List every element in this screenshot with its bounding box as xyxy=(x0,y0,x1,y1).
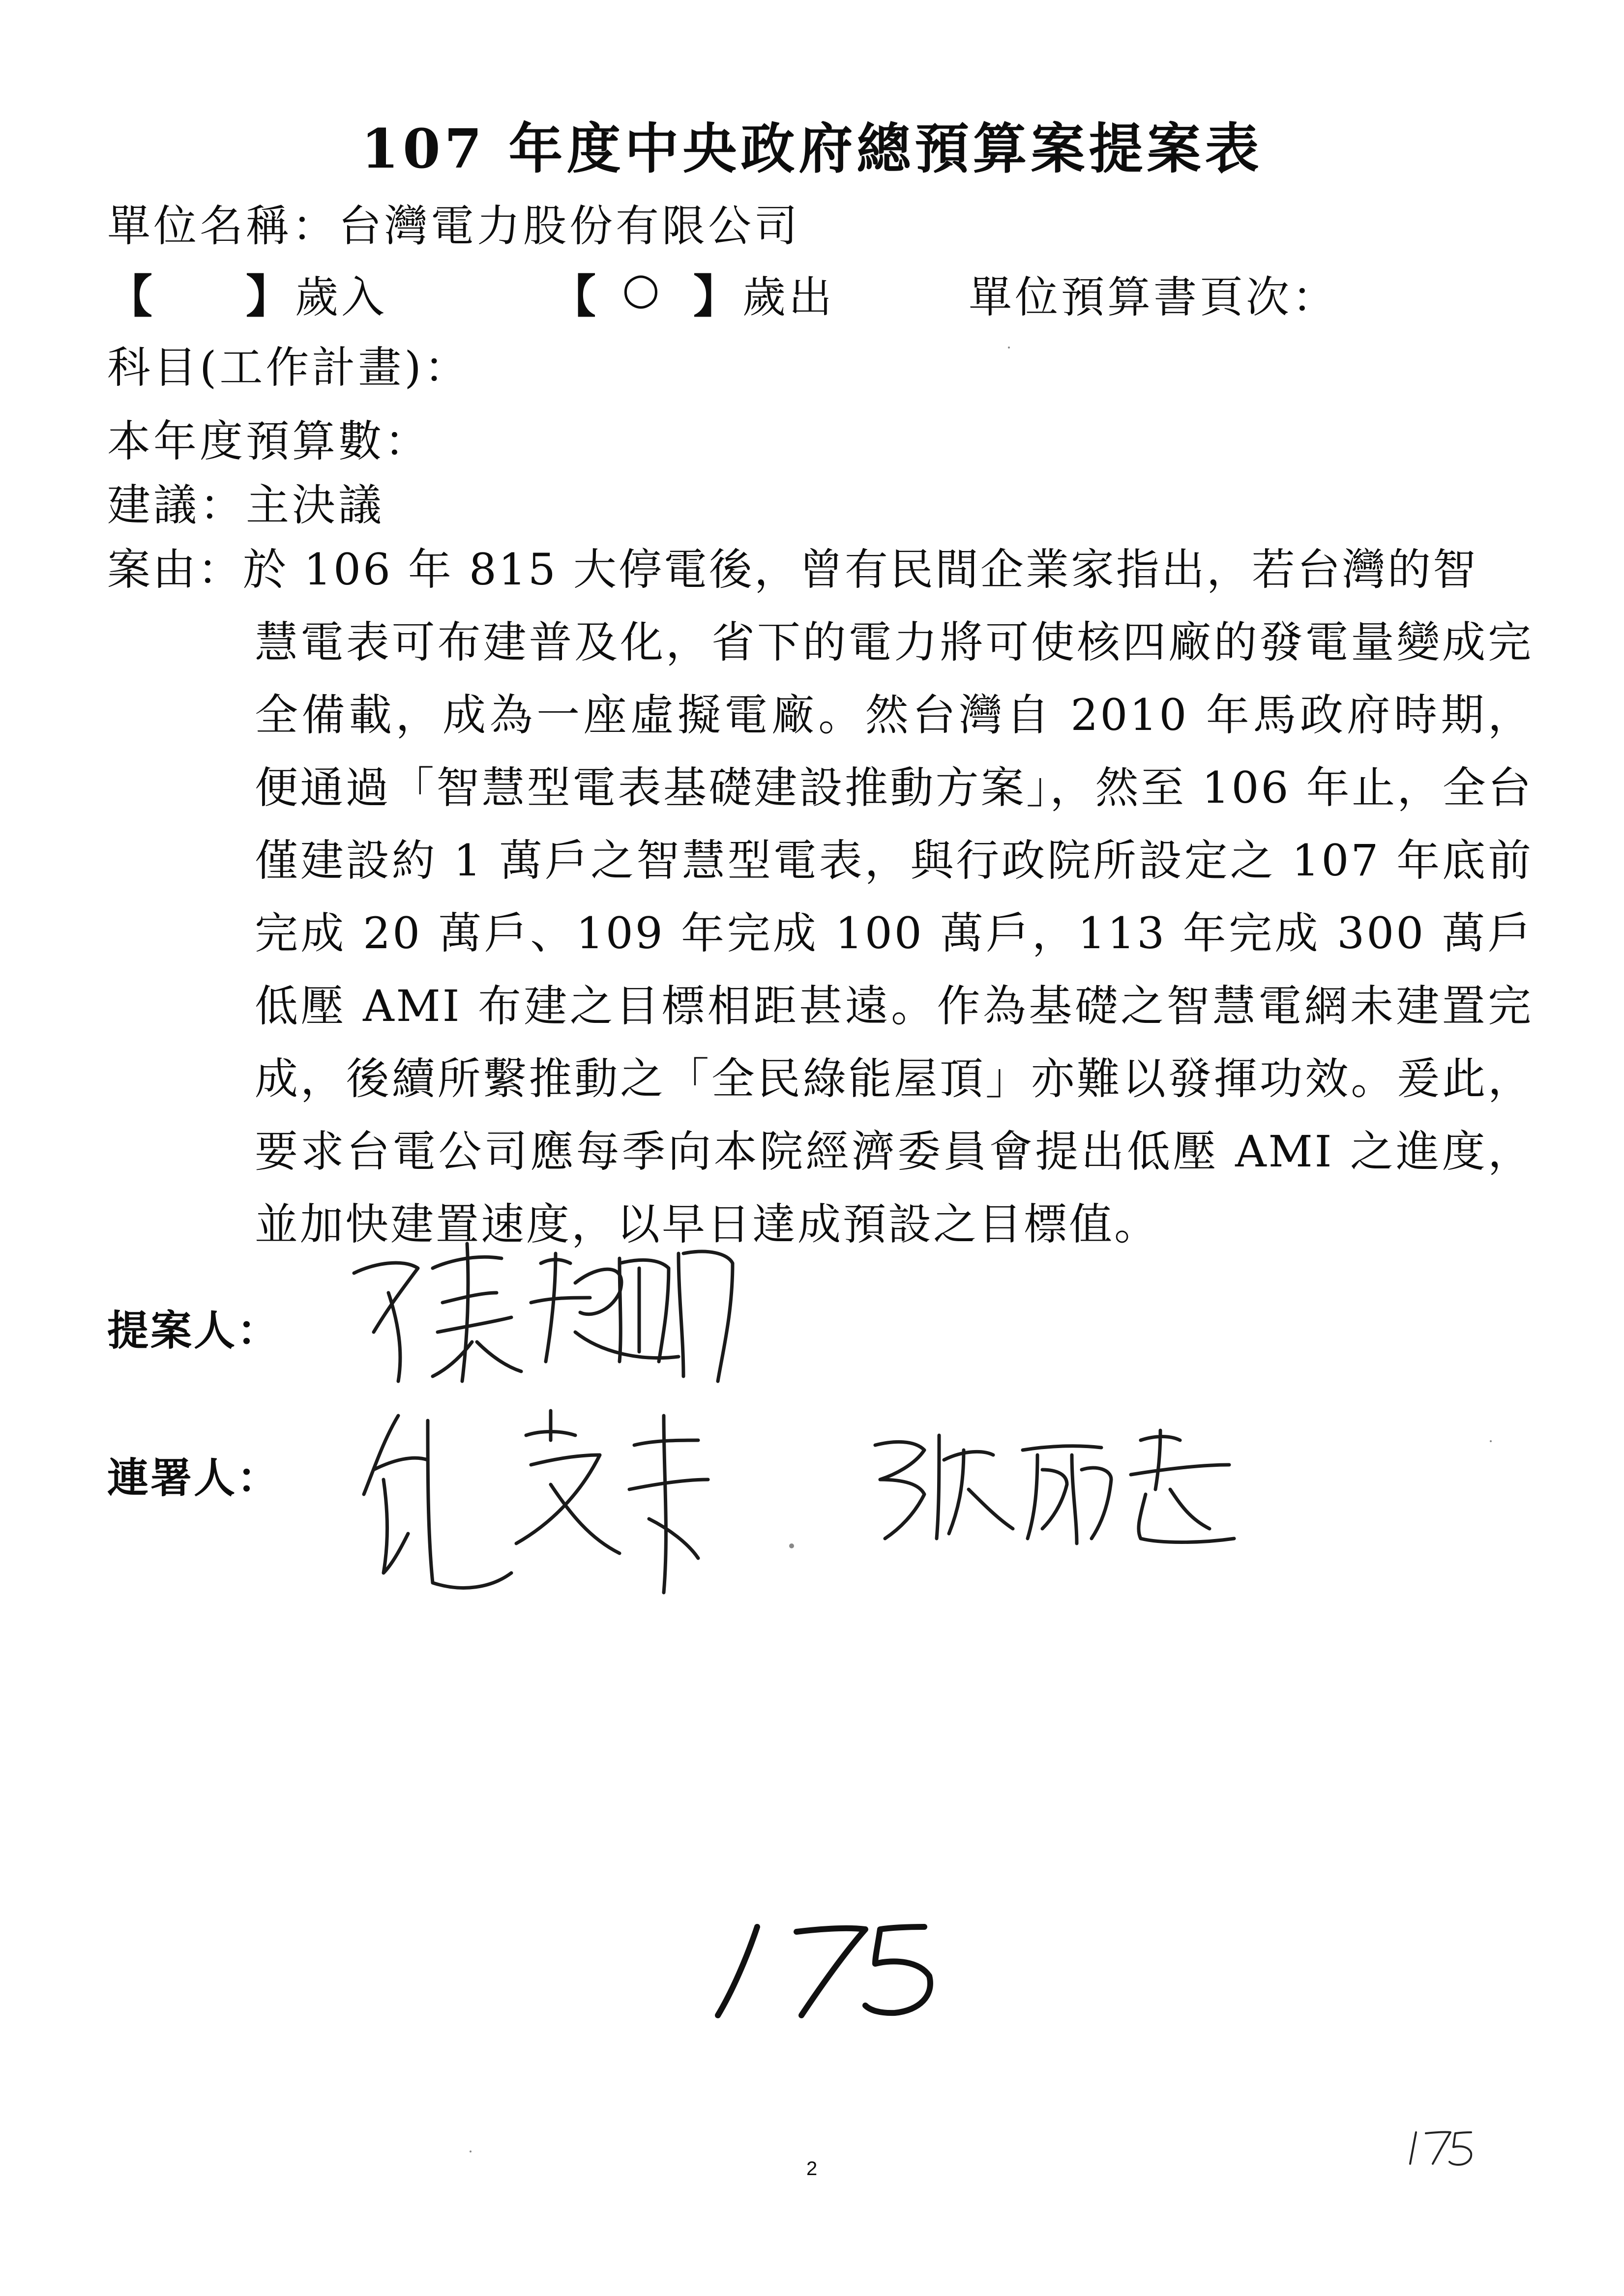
document-title: 107 年度中央政府總預算案提案表 xyxy=(361,117,1263,180)
stamp-number-175 xyxy=(1406,2128,1475,2168)
subject-label: 科目(工作計畫)： xyxy=(107,342,471,393)
reason-label: 案由： xyxy=(107,544,243,595)
cosigner-label: 連署人： xyxy=(107,1454,281,1502)
proposer-signature xyxy=(344,1234,738,1396)
revenue-label: 歲入 xyxy=(295,272,388,322)
cosigner-signature-2 xyxy=(865,1421,1239,1548)
budget-amount-label: 本年度預算數： xyxy=(107,416,431,466)
reason-first-line xyxy=(107,533,1533,606)
scan-speck xyxy=(1008,347,1010,349)
revenue-bracket-right: 】 xyxy=(246,270,292,323)
budget-page-label: 單位預算書頁次： xyxy=(969,272,1339,322)
scan-speck xyxy=(470,2151,472,2152)
suggestion-label: 建議： xyxy=(107,480,246,530)
unit-row xyxy=(107,192,800,254)
ink-dot xyxy=(789,1543,794,1548)
unit-label: 單位名稱： xyxy=(107,201,339,251)
proposer-label: 提案人： xyxy=(107,1307,281,1355)
expense-bracket-left: 【 xyxy=(551,270,596,323)
page-number: 2 xyxy=(806,2158,818,2180)
reason-body: 慧電表可布建普及化，省下的電力將可使核四廠的發電量變成完全備載，成為一座虛擬電廠。然台灣自 2010 年馬政府時期，便通過「智慧型電表基礎建設推動方案」，然至 106 年止，全台僅建設約 1 萬戶之智慧型電表，與行政院所設定之 107 年底前完成 20 萬戶、109 年完成 100 萬戶，113 年完成 300 萬戶低壓 AMI 布建之目標相距甚遠。作為基礎之智慧電網未建置完成，後續所繫推動之「全民綠能屋頂」亦難以發揮功效。爰此，要求台電公司應每季向本院經濟委員會提出低壓 AMI 之進度，並加快建置速度，以早日達成預設之目標值。 xyxy=(255,617,1533,1250)
unit-value: 台灣電力股份有限公司 xyxy=(338,201,801,251)
suggestion-row xyxy=(107,471,384,533)
handwritten-number-175 xyxy=(698,1917,954,2025)
cosigner-signature-1 xyxy=(354,1396,728,1602)
expense-label: 歲出 xyxy=(742,272,835,322)
expense-mark: ○ xyxy=(622,263,663,314)
revenue-bracket-left: 【 xyxy=(107,270,153,323)
expense-bracket-right: 】 xyxy=(693,270,739,323)
reason-text-start: 於 106 年 815 大停電後，曾有民間企業家指出，若台灣的智 xyxy=(243,544,1478,595)
scan-speck xyxy=(1490,1440,1492,1442)
suggestion-value: 主決議 xyxy=(246,480,385,530)
